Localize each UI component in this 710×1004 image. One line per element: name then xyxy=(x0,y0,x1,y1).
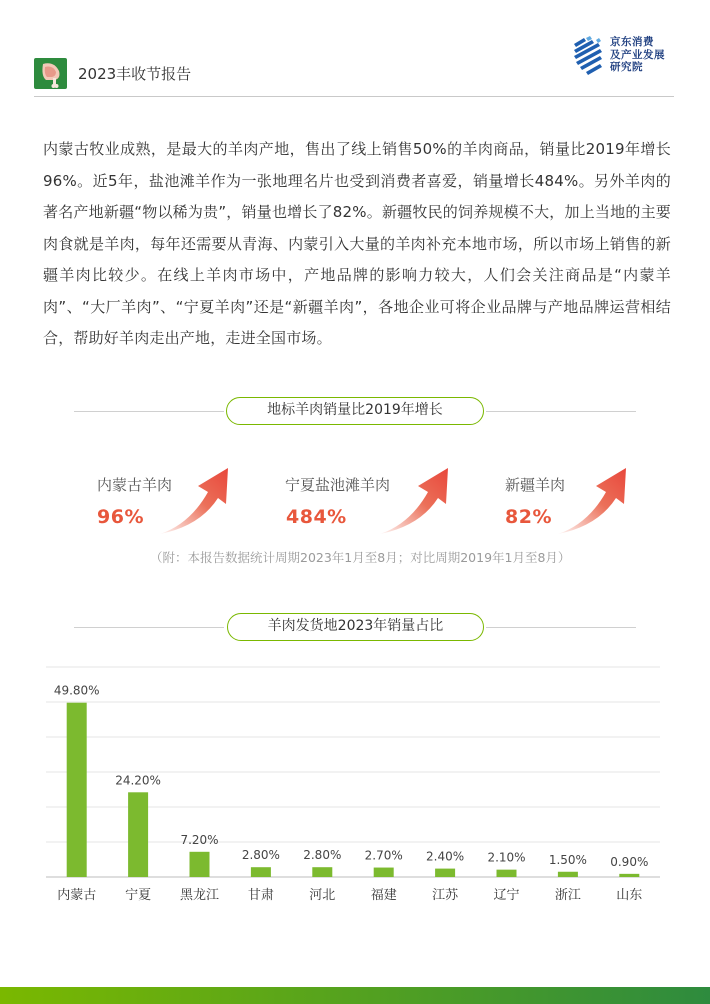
bar-value-label: 1.50% xyxy=(548,852,587,867)
category-label: 江苏 xyxy=(432,888,459,903)
bar xyxy=(312,867,332,877)
category-label: 福建 xyxy=(370,888,397,903)
bar xyxy=(435,869,455,877)
category-label: 宁夏 xyxy=(125,888,152,903)
growth-label: 宁夏盐池滩羊肉 xyxy=(285,476,391,494)
category-label: 内蒙古 xyxy=(57,888,97,903)
logo-line: 京东消费 xyxy=(610,36,654,48)
category-label: 山东 xyxy=(616,888,643,903)
bar-value-label: 49.80% xyxy=(53,683,100,698)
header-title: 2023丰收节报告 xyxy=(78,65,192,83)
bar-value-label: 2.70% xyxy=(364,848,403,863)
data-period-note: （附：本报告数据统计周期2023年1月至8月；对比周期2019年1月至8月） xyxy=(150,550,571,565)
category-label: 浙江 xyxy=(554,888,581,903)
bar xyxy=(619,874,639,877)
bar-value-label: 2.10% xyxy=(487,850,526,865)
category-label: 黑龙江 xyxy=(179,888,220,903)
growth-value: 96% xyxy=(97,506,144,528)
category-label: 辽宁 xyxy=(493,888,520,903)
logo-line: 研究院 xyxy=(610,61,643,73)
footer-bar xyxy=(0,987,710,1004)
bar xyxy=(558,872,578,877)
category-label: 河北 xyxy=(309,888,336,903)
bar-value-label: 0.90% xyxy=(610,854,649,869)
logo-line: 及产业发展 xyxy=(610,48,665,61)
bar xyxy=(497,870,517,877)
bar-value-label: 24.20% xyxy=(115,773,161,788)
bar xyxy=(67,703,87,877)
bar xyxy=(374,868,394,877)
growth-value: 82% xyxy=(505,506,552,528)
growth-section-title: 地标羊肉销量比2019年增长 xyxy=(226,397,484,425)
growth-value: 484% xyxy=(286,506,347,528)
growth-label: 内蒙古羊肉 xyxy=(97,476,173,494)
bar-value-label: 7.20% xyxy=(180,832,219,847)
bar xyxy=(190,852,210,877)
category-label: 甘肃 xyxy=(247,888,274,903)
bar xyxy=(251,867,271,877)
bar-value-label: 2.80% xyxy=(241,848,280,863)
body-paragraph: 内蒙古牧业成熟，是最大的羊肉产地，售出了线上销售50%的羊肉商品，销量比2019年增长96%。近5年，盐池滩羊作为一张地理名片也受到消费者喜爱，销量增长484%。另外羊肉的著名产地新疆“物以稀为贵”，销量也增长了82%。新疆牧民的饲养规模不大，加上当地的主要肉食就是羊肉，每年还需要从青海、内蒙引入大量的羊肉补充本地市场，所以市场上销售的新疆羊肉比较少。在线上羊肉市场中，产地品牌的影响力较大，人们会关注商品是“内蒙羊肉”、“大厂羊肉”、“宁夏羊肉”还是“新疆羊肉”，各地企业可将企业品牌与产地品牌运营相结合，帮助好羊肉走出产地，走进全国市场。 xyxy=(43,140,671,347)
growth-label: 新疆羊肉 xyxy=(505,476,566,494)
bar-value-label: 2.40% xyxy=(426,849,465,864)
bar-value-label: 2.80% xyxy=(303,848,342,863)
chart-section-title: 羊肉发货地2023年销量占比 xyxy=(227,613,484,641)
bar xyxy=(128,792,148,877)
